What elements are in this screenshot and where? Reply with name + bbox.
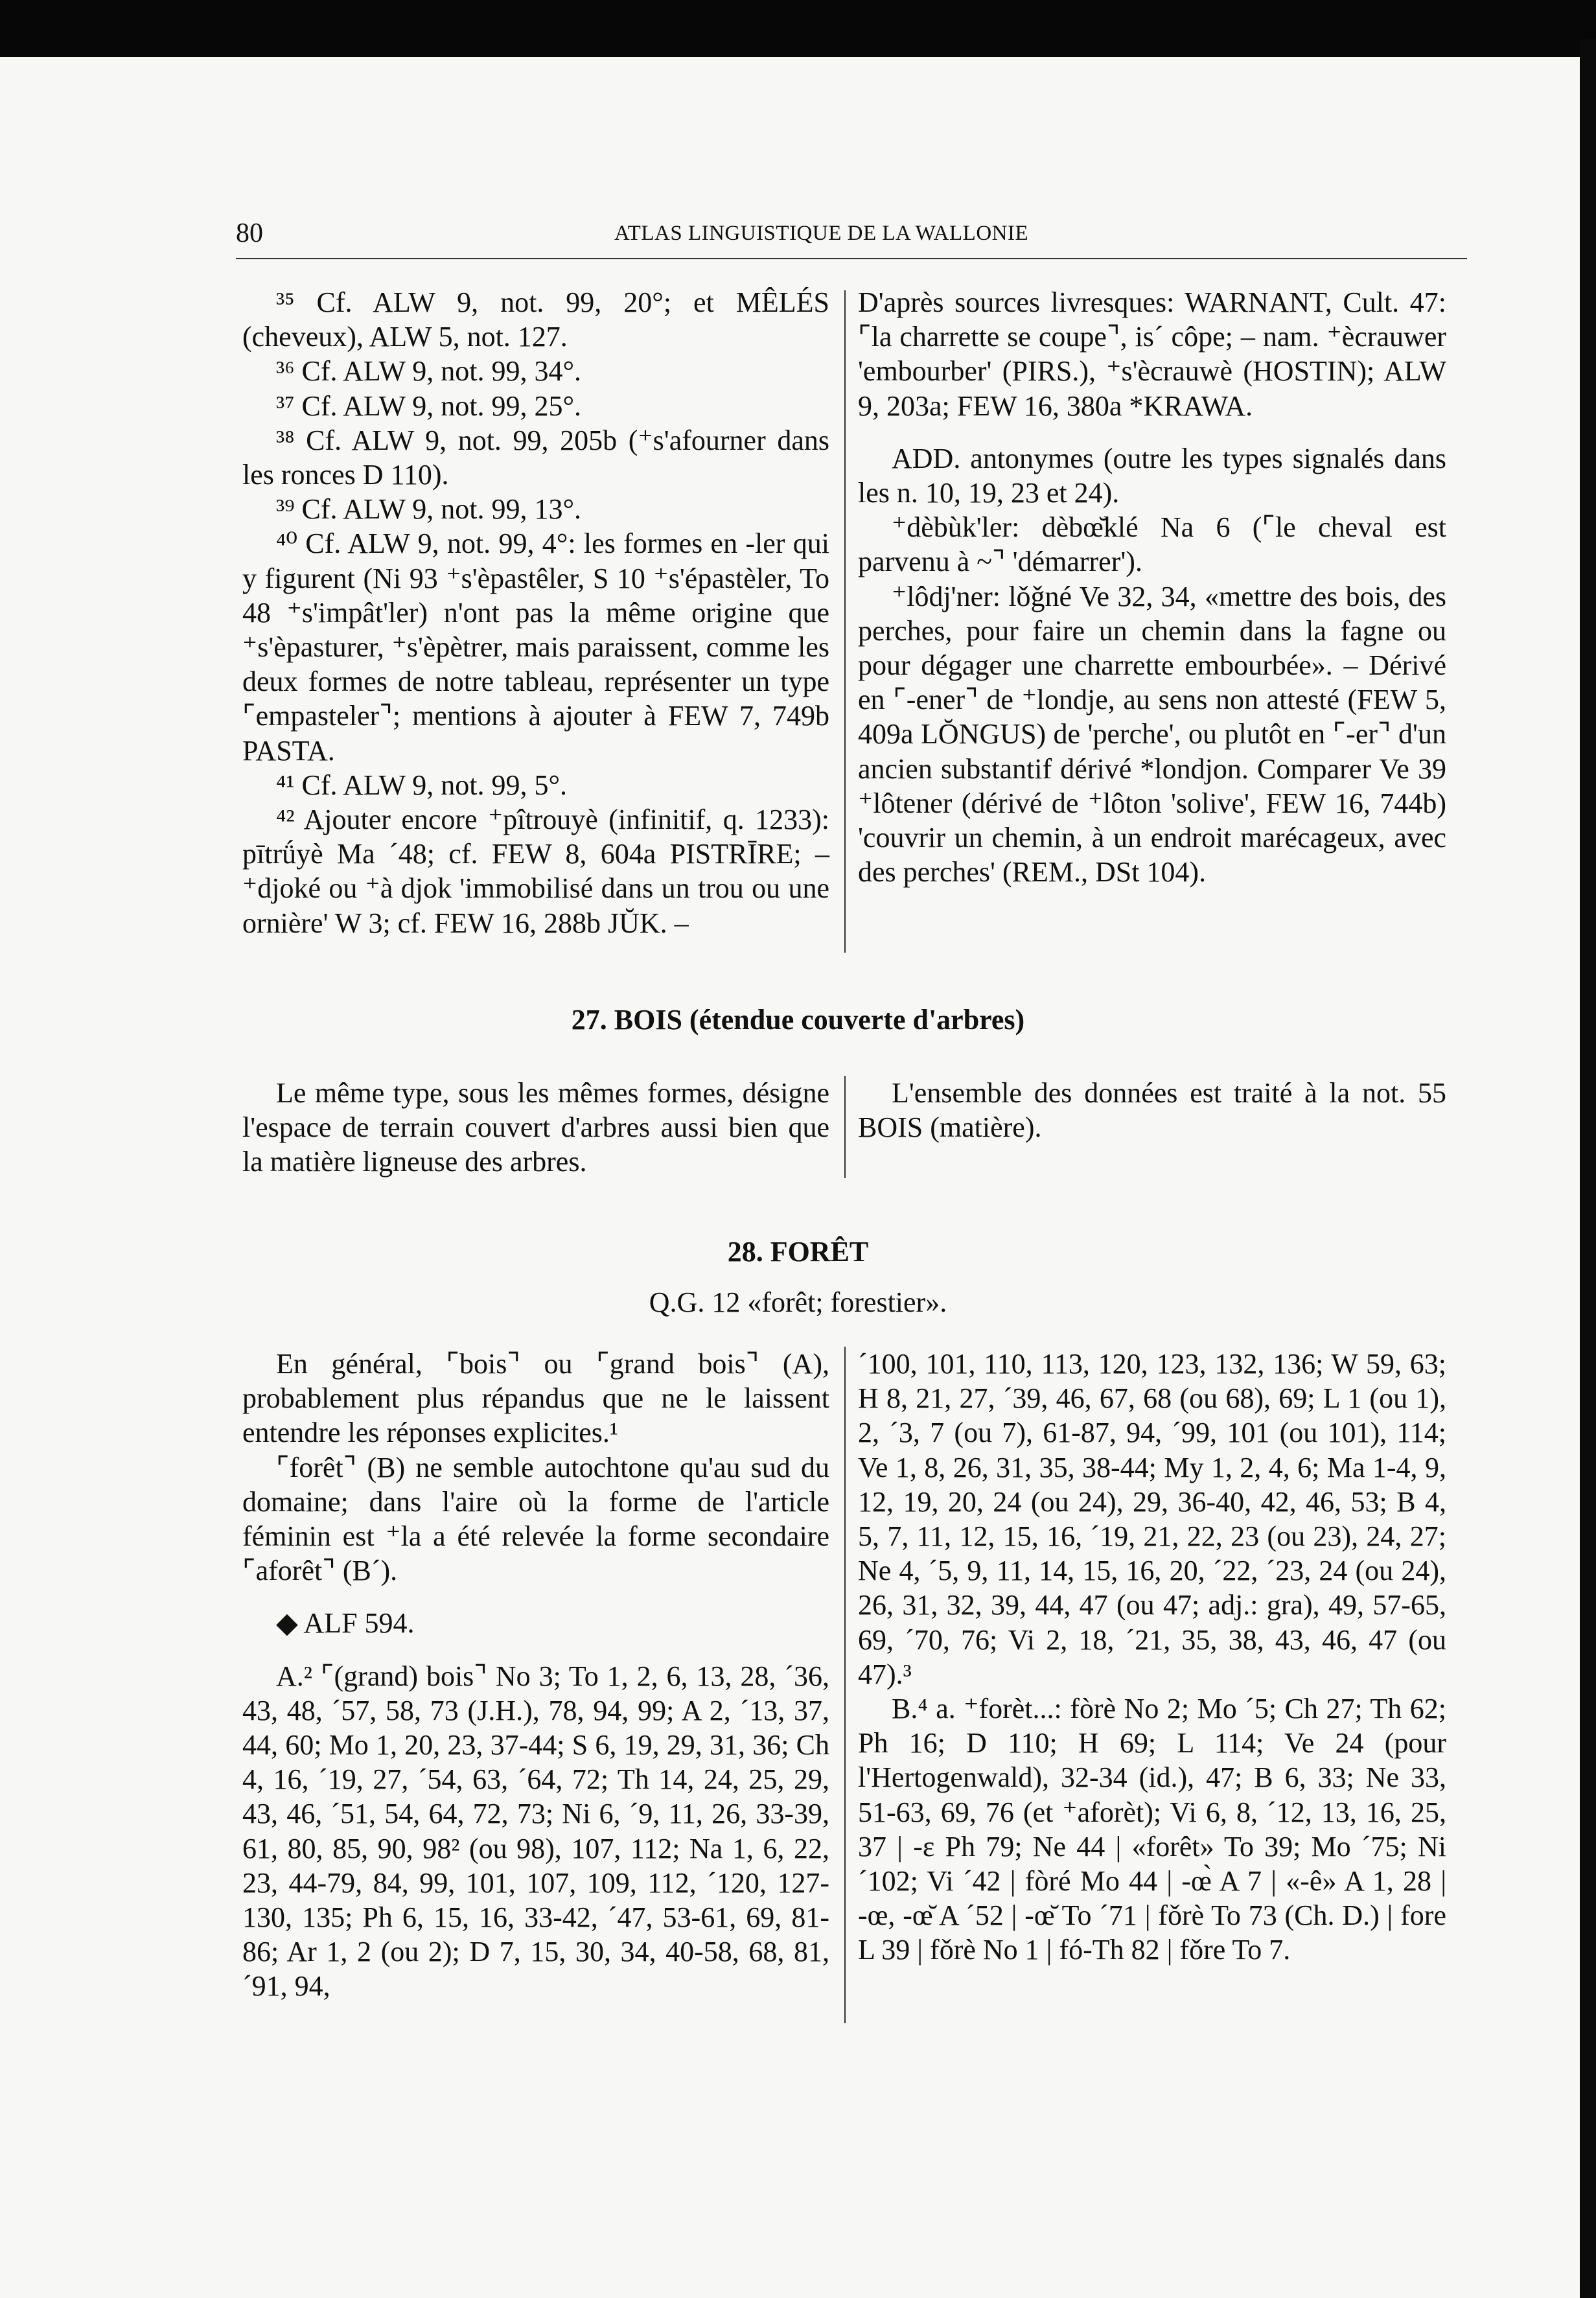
section-27-right — [858, 1076, 1446, 1144]
column-divider — [844, 1076, 846, 1178]
alf-reference: ◆ ALF 594. — [276, 1607, 415, 1640]
note-41: ⁴¹ Cf. ALW 9, not. 99, 5°. — [276, 769, 568, 801]
section-28-right — [858, 1347, 1446, 1967]
section-28-left — [242, 1347, 829, 2004]
section-27-title: 27. BOIS (étendue couverte d'arbres) — [571, 1004, 1025, 1036]
note-42: ⁴² Ajouter encore ⁺pîtrouyè (infinitif, q. 1233): pītrǘyè Ma ´48; cf. FEW 8, 604a PISTRĪRE; – ⁺djoké ou ⁺à djok 'immobilisé dans un trou ou une ornière' W 3; cf. FEW 16, 288b JŬK. – — [242, 804, 829, 939]
note-debukler: ⁺dèbùk'ler: dèbœ̆klé Na 6 (⌜le cheval est parvenu à ~⌝ 'démarrer'). — [858, 511, 1446, 578]
note-38: ³⁸ Cf. ALW 9, not. 99, 205b (⁺s'afourner dans les ronces D 110). — [242, 424, 829, 491]
scan-top-border — [0, 0, 1596, 57]
paragraph-general: En général, ⌜bois⌝ ou ⌜grand bois⌝ (A), probablement plus répandus que ne le laissent entendre les réponses explicites.¹ — [242, 1348, 829, 1449]
notes-right-column — [858, 285, 1446, 889]
section-28-title: 28. FORÊT — [727, 1236, 869, 1268]
note-40: ⁴⁰ Cf. ALW 9, not. 99, 4°: les formes en -ler qui y figurent (Ni 93 ⁺s'èpastêler, S 10 ⁺s'épastèler, To 48 ⁺s'impât'ler) n'ont pas la même origine que ⁺s'èpasturer, ⁺s'èpètrer, mais paraissent, comme les deux formes de notre tableau, représenter un type ⌜empasteler⌝; mentions à ajouter à FEW 7, 749b PASTA. — [242, 528, 829, 767]
note-35: ³⁵ Cf. ALW 9, not. 99, 20°; et MÊLÉS (cheveux), ALW 5, not. 127. — [242, 286, 829, 353]
note-lodjner: ⁺lôdj'ner: lǒǧné Ve 32, 34, «mettre des bois, des perches, pour faire un chemin dans la fagne ou pour dégager une charrette embourbée». – Dérivé en ⌜-ener⌝ de ⁺londje, au sens non attesté (FEW 5, 409a LŎNGUS) de 'perche', ou plutôt en ⌜-er⌝ d'un ancien substantif dérivé *londjon. Comparer Ve 39 ⁺lôtener (dérivé de ⁺lôton 'solive', FEW 16, 744b) 'couvrir un chemin, à un endroit marécageux, avec des perches' (REM., DSt 104). — [858, 580, 1446, 888]
column-divider — [844, 290, 846, 953]
note-37: ³⁷ Cf. ALW 9, not. 99, 25°. — [276, 389, 582, 422]
running-title: ATLAS LINGUISTIQUE DE LA WALLONIE — [614, 222, 1029, 245]
list-a-grand-bois: A.² ⌜(grand) bois⌝ No 3; To 1, 2, 6, 13, 28, ´36, 43, 48, ´57, 58, 73 (J.H.), 78, 94, 99; A 2, ´13, 37, 44, 60; Mo 1, 20, 23, 37-44; S 6, 19, 29, 31, 36; Ch 4, 16, ´19, 27, ´54, 63, ´64, 72; Th 14, 24, 25, 29, 43, 46, ´51, 54, 64, 72, 73; Ni 6, ´9, 11, 26, 33-39, 61, 80, 85, 90, 98² (ou 98), 107, 112; Na 1, 6, 22, 23, 44-79, 84, 99, 101, 107, 109, 112, ´120, 127-130, 135; Ph 6, 15, 16, 33-42, ´47, 53-61, 69, 81-86; Ar 1, 2 (ou 2); D 7, 15, 30, 34, 40-58, 68, 81, ´91, 94, — [242, 1660, 829, 2002]
note-add-antonyms: ADD. antonymes (outre les types signalés dans les n. 10, 19, 23 et 24). — [858, 442, 1446, 509]
header-rule — [236, 258, 1467, 259]
section-27-left — [242, 1076, 829, 1179]
paragraph-foret: ⌜forêt⌝ (B) ne semble autochtone qu'au sud du domaine; dans l'aire où la forme de l'article féminin est ⁺la a été relevée la forme secondaire ⌜aforêt⌝ (B´). — [242, 1451, 829, 1587]
list-b-foret: B.⁴ a. ⁺forèt...: fòrè No 2; Mo ´5; Ch 27; Th 62; Ph 16; D 110; H 69; L 114; Ve 24 (pour l'Hertogenwald), 32-34 (id.), 47; B 6, 33; Ne 33, 51-63, 69, 76 (et ⁺aforèt); Vi 6, 8, ´12, 13, 16, 25, 37 | -ɛ Ph 79; Ne 44 | «forêt» To 39; Mo ´75; Ni ´102; Vi ´42 | fòré Mo 44 | -œ̀ A 7 | «-ê» A 1, 28 | -œ, -œ̆ A ´52 | -œ̆ To ´71 | fǒrè To 73 (Ch. D.) | fore L 39 | fǒrè No 1 | fó-Th 82 | fǒre To 7. — [858, 1693, 1446, 1966]
section-27-left-text: Le même type, sous les mêmes formes, désigne l'espace de terrain couvert d'arbres aussi bien que la matière ligneuse des arbres. — [242, 1077, 829, 1178]
section-27-right-text: L'ensemble des données est traité à la not. 55 BOIS (matière). — [858, 1077, 1446, 1144]
page-number: 80 — [236, 218, 263, 248]
note-36: ³⁶ Cf. ALW 9, not. 99, 34°. — [276, 355, 582, 388]
note-continuation: D'après sources livresques: WARNANT, Cult. 47: ⌜la charrette se coupe⌝, is´ côpe; – nam. ⁺ècrauwer 'embourber' (PIRS.), ⁺s'ècrauwè (HOSTIN); ALW 9, 203a; FEW 16, 380a *KRAWA. — [858, 286, 1446, 422]
notes-left-column — [242, 285, 829, 940]
list-a-continuation: ´100, 101, 110, 113, 120, 123, 132, 136; W 59, 63; H 8, 21, 27, ´39, 46, 67, 68 (ou 68), 69; L 1 (ou 1), 2, ´3, 7 (ou 7), 61-87, 94, ´99, 101 (ou 101), 114; Ve 1, 8, 26, 31, 35, 38-44; My 1, 2, 4, 6; Ma 1-4, 9, 12, 19, 20, 24 (ou 24), 29, 36-40, 42, 46, 53; B 4, 5, 7, 11, 12, 15, 16, ´19, 21, 22, 23 (ou 23), 24, 27; Ne 4, ´5, 9, 11, 14, 15, 16, 20, ´22, ´23, 24 (ou 24), 26, 31, 32, 39, 44, 47 (ou 47; adj.: gra), 49, 57-65, 69, ´70, 76; Vi 2, 18, ´21, 35, 38, 43, 46, 47 (ou 47).³ — [858, 1348, 1446, 1690]
note-39: ³⁹ Cf. ALW 9, not. 99, 13°. — [276, 493, 582, 526]
section-28-question: Q.G. 12 «forêt; forestier». — [649, 1286, 947, 1318]
column-divider — [844, 1347, 846, 2023]
scan-right-border — [1580, 39, 1596, 2298]
